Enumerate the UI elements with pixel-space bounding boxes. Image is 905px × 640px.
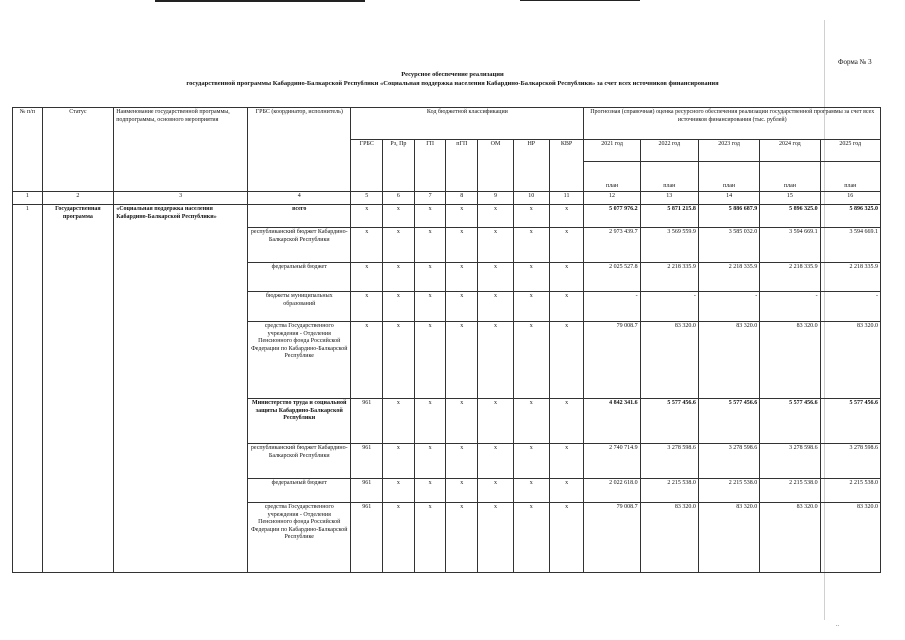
header-plan-2: план — [698, 162, 759, 192]
row-label: средства Государственного учреждения - Отделения Пенсионного фонда Российской Федерации по Кабардино-Балкарской Республике — [248, 322, 351, 399]
row-code-cell: x — [351, 205, 383, 228]
row-value-cell: 5 577 456.6 — [640, 399, 698, 444]
column-number-4: 5 — [351, 192, 383, 205]
row-code-cell: x — [478, 263, 514, 292]
row-code-cell: x — [383, 479, 415, 503]
header-plan-1: план — [640, 162, 698, 192]
row-code-cell: x — [414, 205, 446, 228]
row-code-cell: x — [446, 263, 478, 292]
column-number-11: 12 — [584, 192, 640, 205]
row-value-cell: 2 218 335.9 — [760, 263, 820, 292]
header-code-5: НР — [513, 140, 549, 192]
row-value-cell: 3 278 598.6 — [760, 444, 820, 479]
row-value-cell: 2 218 335.9 — [698, 263, 759, 292]
row-value-cell: 83 320.0 — [698, 322, 759, 399]
row-value-cell: 83 320.0 — [760, 322, 820, 399]
row-value-cell: 5 871 215.8 — [640, 205, 698, 228]
row-label: всего — [248, 205, 351, 228]
row-code-cell: x — [446, 444, 478, 479]
header-year-2: 2023 год — [698, 140, 759, 162]
row-value-cell: 3 278 598.6 — [698, 444, 759, 479]
row-value-cell: 2 215 538.0 — [820, 479, 880, 503]
row-code-cell: x — [351, 322, 383, 399]
column-number-3: 4 — [248, 192, 351, 205]
row-value-cell: 3 594 669.1 — [820, 228, 880, 263]
row-value-cell: 3 594 669.1 — [760, 228, 820, 263]
row-label: федеральный бюджет — [248, 479, 351, 503]
column-number-10: 11 — [549, 192, 584, 205]
row-code-cell: x — [478, 322, 514, 399]
row-value-cell: 5 577 456.6 — [820, 399, 880, 444]
column-number-14: 15 — [760, 192, 820, 205]
row-label: республиканский бюджет Кабардино-Балкарской Республики — [248, 444, 351, 479]
row-code-cell: x — [513, 479, 549, 503]
row-value-cell: 2 740 714.9 — [584, 444, 640, 479]
row-code-cell: x — [383, 503, 415, 573]
row-value-cell: - — [820, 292, 880, 322]
header-num: № п/п — [13, 108, 43, 192]
row-code-cell: x — [414, 503, 446, 573]
program-name: «Социальная поддержка населения Кабардино-Балкарской Республики» — [114, 205, 248, 573]
row-code-cell: x — [513, 205, 549, 228]
header-code-1: Рз, Пр — [383, 140, 415, 192]
column-number-6: 7 — [414, 192, 446, 205]
column-number-2: 3 — [114, 192, 248, 205]
column-number-0: 1 — [13, 192, 43, 205]
row-code-cell: x — [478, 399, 514, 444]
header-status: Статус — [42, 108, 114, 192]
row-code-cell: x — [513, 263, 549, 292]
row-value-cell: 79 008.7 — [584, 322, 640, 399]
row-code-cell: x — [478, 205, 514, 228]
row-code-cell: x — [446, 399, 478, 444]
program-num: 1 — [13, 205, 43, 573]
title-line-1: Ресурсное обеспечение реализации — [401, 71, 504, 78]
row-code-cell: x — [414, 399, 446, 444]
table-row — [13, 205, 881, 228]
row-code-cell: x — [478, 292, 514, 322]
row-code-cell: x — [351, 292, 383, 322]
row-code-cell: x — [478, 444, 514, 479]
row-value-cell: - — [584, 292, 640, 322]
header-code-6: КВР — [549, 140, 584, 192]
row-code-cell: x — [383, 205, 415, 228]
row-code-cell: x — [549, 444, 584, 479]
row-value-cell: 83 320.0 — [698, 503, 759, 573]
row-code-cell: x — [513, 503, 549, 573]
column-number-5: 6 — [383, 192, 415, 205]
row-code-cell: x — [549, 322, 584, 399]
header-year-3: 2024 год — [760, 140, 820, 162]
title-line-2: государственной программы Кабардино-Балкарской Республики «Социальная поддержка населения Кабардино-Балкарской Республики» за счет всех источников финансирования — [186, 80, 719, 87]
row-value-cell: 2 022 618.0 — [584, 479, 640, 503]
column-number-15: 16 — [820, 192, 880, 205]
row-code-cell: x — [446, 205, 478, 228]
row-value-cell: - — [698, 292, 759, 322]
header-forecast-group: Прогнозная (справочная) оценка ресурсного обеспечения реализации государственной программы за счет всех источников финансирования (тыс. рублей) — [584, 108, 881, 140]
column-number-1: 2 — [42, 192, 114, 205]
header-code-0: ГРБС — [351, 140, 383, 192]
form-number: Форма № 3 — [838, 58, 872, 66]
row-code-cell: x — [549, 228, 584, 263]
row-value-cell: 5 077 976.2 — [584, 205, 640, 228]
row-code-cell: x — [549, 479, 584, 503]
row-value-cell: - — [640, 292, 698, 322]
row-value-cell: 2 215 538.0 — [698, 479, 759, 503]
row-value-cell: 3 569 559.9 — [640, 228, 698, 263]
row-value-cell: - — [760, 292, 820, 322]
column-number-12: 13 — [640, 192, 698, 205]
scan-mark: .. — [836, 622, 839, 628]
row-code-cell: x — [446, 228, 478, 263]
row-label: республиканский бюджет Кабардино-Балкарской Республики — [248, 228, 351, 263]
row-label: федеральный бюджет — [248, 263, 351, 292]
row-code-cell: x — [478, 503, 514, 573]
row-code-cell: x — [478, 479, 514, 503]
column-number-7: 8 — [446, 192, 478, 205]
row-label: Министерство труда и социальной защиты Кабардино-Балкарской Республики — [248, 399, 351, 444]
row-value-cell: 2 973 439.7 — [584, 228, 640, 263]
row-value-cell: 2 025 527.8 — [584, 263, 640, 292]
row-value-cell: 4 842 341.6 — [584, 399, 640, 444]
row-code-cell: x — [446, 479, 478, 503]
row-value-cell: 83 320.0 — [640, 503, 698, 573]
scan-top-border — [520, 0, 640, 1]
row-value-cell: 5 896 325.0 — [820, 205, 880, 228]
resource-table — [12, 107, 881, 573]
row-value-cell: 3 585 032.0 — [698, 228, 759, 263]
row-value-cell: 5 896 325.0 — [760, 205, 820, 228]
row-label: средства Государственного учреждения - Отделения Пенсионного фонда Российской Федерации по Кабардино-Балкарской Республике — [248, 503, 351, 573]
row-code-cell: x — [414, 263, 446, 292]
row-value-cell: 3 278 598.6 — [820, 444, 880, 479]
header-year-4: 2025 год — [820, 140, 880, 162]
row-code-cell: x — [513, 292, 549, 322]
header-code-4: ОМ — [478, 140, 514, 192]
row-code-cell: x — [513, 399, 549, 444]
row-code-cell: 961 — [351, 503, 383, 573]
row-code-cell: 961 — [351, 444, 383, 479]
scan-top-border — [155, 0, 365, 2]
row-code-cell: x — [383, 322, 415, 399]
row-code-cell: x — [351, 263, 383, 292]
header-grbs: ГРБС (координатор, исполнитель) — [248, 108, 351, 192]
row-value-cell: 2 215 538.0 — [760, 479, 820, 503]
row-code-cell: x — [513, 322, 549, 399]
header-plan-4: план — [820, 162, 880, 192]
row-code-cell: x — [513, 444, 549, 479]
row-code-cell: x — [513, 228, 549, 263]
row-code-cell: x — [383, 292, 415, 322]
row-value-cell: 83 320.0 — [820, 503, 880, 573]
row-code-cell: x — [414, 479, 446, 503]
row-code-cell: x — [549, 292, 584, 322]
row-code-cell: x — [383, 399, 415, 444]
program-status: Государственная программа — [42, 205, 114, 573]
row-code-cell: x — [414, 444, 446, 479]
row-value-cell: 3 278 598.6 — [640, 444, 698, 479]
row-code-cell: x — [549, 503, 584, 573]
row-code-cell: 961 — [351, 399, 383, 444]
row-value-cell: 2 215 538.0 — [640, 479, 698, 503]
row-code-cell: x — [414, 322, 446, 399]
row-value-cell: 5 886 687.9 — [698, 205, 759, 228]
row-value-cell: 83 320.0 — [820, 322, 880, 399]
header-plan-0: план — [584, 162, 640, 192]
header-code-group: Код бюджетной классификации — [351, 108, 584, 140]
row-code-cell: x — [383, 228, 415, 263]
header-year-0: 2021 год — [584, 140, 640, 162]
row-value-cell: 2 218 335.9 — [640, 263, 698, 292]
document-title — [0, 70, 905, 88]
row-code-cell: x — [414, 228, 446, 263]
row-code-cell: x — [383, 263, 415, 292]
row-value-cell: 83 320.0 — [640, 322, 698, 399]
row-label: бюджеты муниципальных образований — [248, 292, 351, 322]
row-code-cell: x — [446, 322, 478, 399]
row-code-cell: x — [446, 503, 478, 573]
row-code-cell: x — [549, 263, 584, 292]
row-code-cell: x — [549, 399, 584, 444]
header-name: Наименование государственной программы, подпрограммы, основного мероприятия — [114, 108, 248, 192]
header-code-2: ГП — [414, 140, 446, 192]
row-code-cell: x — [383, 444, 415, 479]
column-number-13: 14 — [698, 192, 759, 205]
header-plan-3: план — [760, 162, 820, 192]
row-value-cell: 83 320.0 — [760, 503, 820, 573]
row-code-cell: x — [478, 228, 514, 263]
row-code-cell: x — [446, 292, 478, 322]
column-number-8: 9 — [478, 192, 514, 205]
column-number-9: 10 — [513, 192, 549, 205]
header-year-1: 2022 год — [640, 140, 698, 162]
row-value-cell: 5 577 456.6 — [698, 399, 759, 444]
row-code-cell: x — [351, 228, 383, 263]
row-code-cell: x — [414, 292, 446, 322]
row-value-cell: 5 577 456.6 — [760, 399, 820, 444]
row-value-cell: 2 218 335.9 — [820, 263, 880, 292]
row-code-cell: 961 — [351, 479, 383, 503]
row-value-cell: 79 008.7 — [584, 503, 640, 573]
row-code-cell: x — [549, 205, 584, 228]
header-code-3: пГП — [446, 140, 478, 192]
